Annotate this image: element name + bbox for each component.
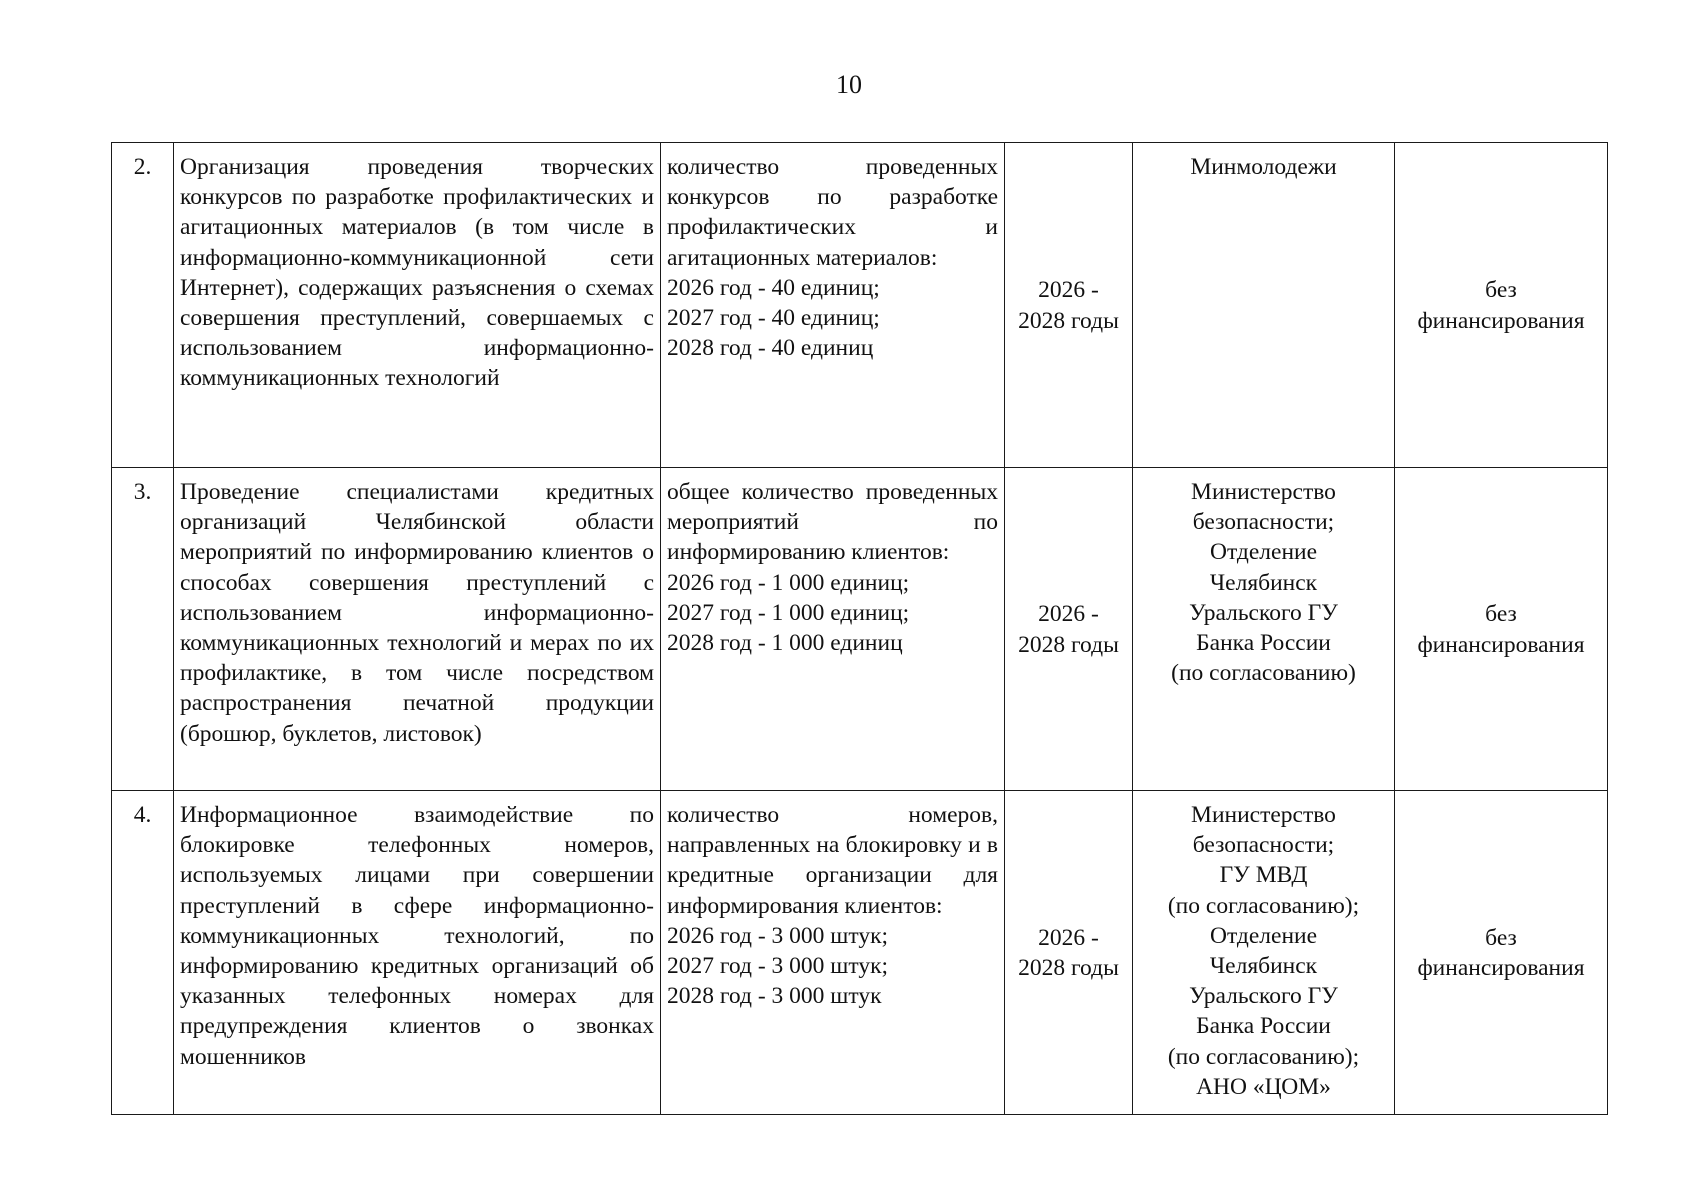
executor-line: Банка России [1196,1013,1331,1040]
executor-cell [1133,468,1395,791]
period-cell: 2026 - 2028 годы [1005,791,1133,1115]
executor-line: (по согласованию); [1167,1043,1360,1070]
indicator-cell [661,468,1005,791]
event-description: Информационное взаимодействие по блокировке телефонных номеров, используемых лицами при совершении преступлений в сфере информационно-коммуникационных технологий, по информированию кредитных организаций об указанных телефонных номерах для предупреждения клиентов о звонках мошенников [174,791,661,1115]
indicator-value: 2028 год - 1 000 единиц [667,630,903,657]
indicator-value: 2028 год - 40 единиц [667,335,874,362]
executor-line: Минмолодежи [1190,154,1337,180]
row-number: 2. [112,143,174,468]
executor-line: (по согласованию) [1171,660,1356,687]
funding-cell: без финансирования [1395,791,1608,1115]
executor-line: Уральского ГУ [1189,983,1338,1010]
executor-line: Челябинск [1209,569,1318,596]
executor-cell [1133,791,1395,1115]
page-number: 10 [836,70,862,99]
indicator-text: количество проведенных конкурсов по разработке профилактических и агитационных материалов: [667,154,998,271]
executor-line: Министерство [1191,479,1336,505]
executor-line: ГУ МВД [1219,862,1308,889]
executor-cell [1133,143,1395,468]
executor-line: Уральского ГУ [1189,599,1338,626]
row-number: 3. [112,468,174,791]
indicator-value: 2026 год - 1 000 единиц; [667,569,910,596]
executor-line: Банка России [1196,630,1331,657]
event-description: Организация проведения творческих конкурсов по разработке профилактических и агитационных материалов (в том числе в информационно-коммуникационной сети Интернет), содержащих разъяснения о схемах совершения преступлений, совершаемых с использованием информационно-коммуникационных технологий [174,143,661,468]
executor-line: АНО «ЦОМ» [1196,1073,1331,1100]
indicator-cell [661,791,1005,1115]
indicator-value: 2028 год - 3 000 штук [667,983,882,1010]
indicator-value: 2027 год - 40 единиц; [667,305,880,332]
executor-line: Отделение [1209,922,1318,949]
funding-cell: без финансирования [1395,468,1608,791]
executor-line: безопасности; [1192,832,1335,859]
indicator-value: 2027 год - 3 000 штук; [667,953,889,980]
indicator-cell [661,143,1005,468]
indicator-value: 2027 год - 1 000 единиц; [667,599,910,626]
event-description: Проведение специалистами кредитных организаций Челябинской области мероприятий по информированию клиентов о способах совершения преступлений с использованием информационно-коммуникационных технологий и мерах по их профилактике, в том числе посредством распространения печатной продукции (брошюр, буклетов, листовок) [174,468,661,791]
indicator-text: количество номеров, направленных на блокировку и в кредитные организации для информирования клиентов: [667,802,998,919]
executor-line: Челябинск [1209,953,1318,980]
period-cell: 2026 - 2028 годы [1005,143,1133,468]
table-row [112,143,1608,468]
row-number: 4. [112,791,174,1115]
indicator-text: общее количество проведенных мероприятий по информированию клиентов: [667,479,998,566]
executor-line: Министерство [1191,802,1336,828]
executor-line: Отделение [1209,539,1318,566]
indicator-value: 2026 год - 40 единиц; [667,274,880,301]
table-row [112,468,1608,791]
funding-cell: без финансирования [1395,143,1608,468]
executor-line: (по согласованию); [1167,892,1360,919]
activity-plan-table [111,142,1608,1115]
indicator-value: 2026 год - 3 000 штук; [667,922,889,949]
period-cell: 2026 - 2028 годы [1005,468,1133,791]
executor-line: безопасности; [1192,509,1335,536]
table-row [112,791,1608,1115]
